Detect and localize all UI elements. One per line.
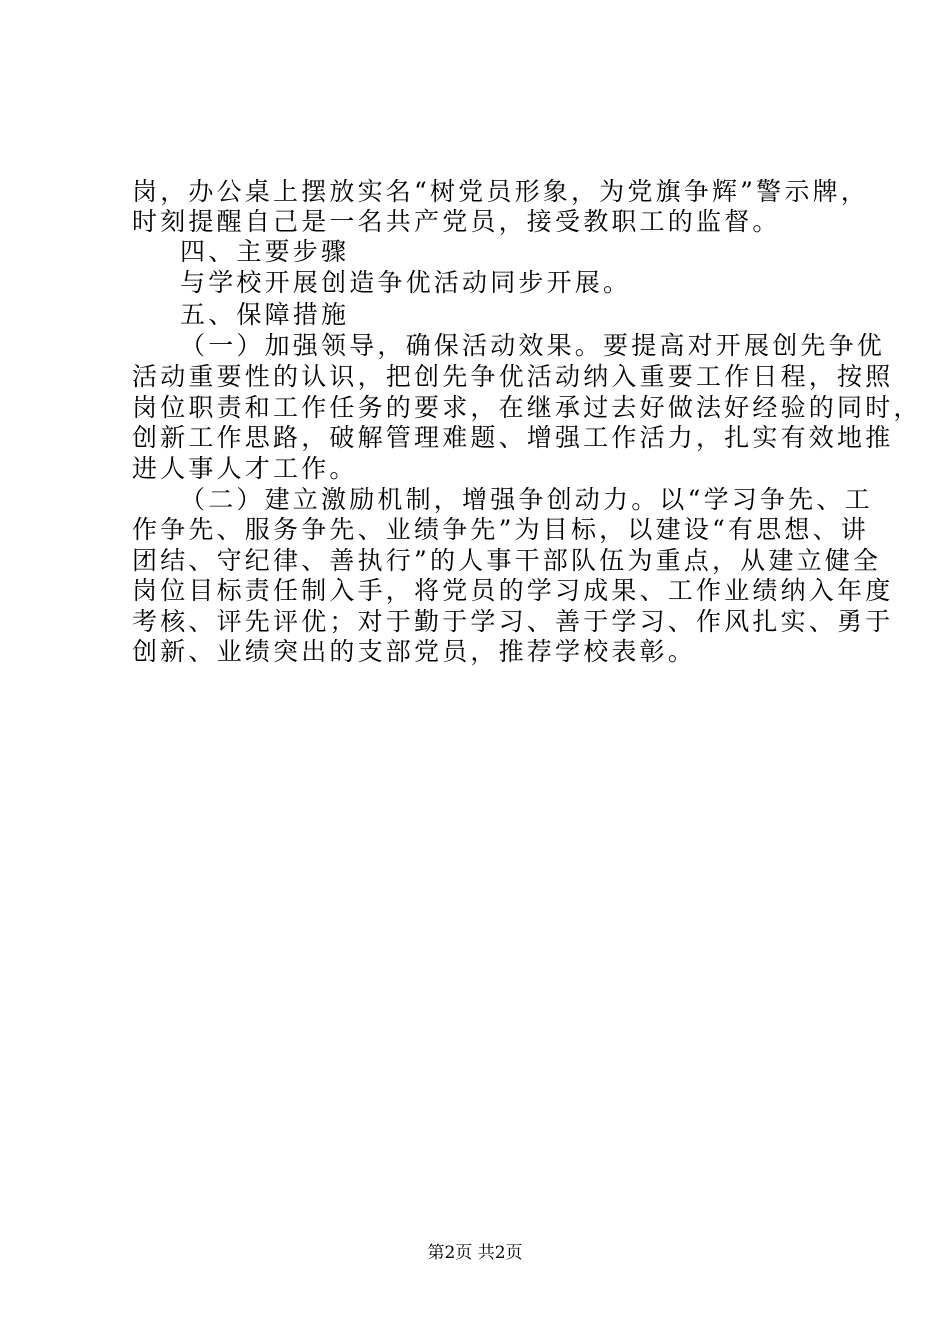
paragraph-line: 进人事人才工作。 bbox=[132, 454, 358, 483]
paragraph-line: 创新工作思路，破解管理难题、增强工作活力，扎实有效地推 bbox=[132, 423, 894, 452]
page-number-footer: 第2页 共2页 bbox=[427, 1243, 523, 1263]
paragraph-line: 岗，办公桌上摆放实名“树党员形象，为党旗争辉”警示牌， bbox=[132, 177, 869, 206]
paragraph-line: 活动重要性的认识，把创先争优活动纳入重要工作日程，按照 bbox=[132, 362, 894, 391]
paragraph-line: 与学校开展创造争优活动同步开展。 bbox=[180, 268, 632, 297]
section-heading-measures: 五、保障措施 bbox=[180, 300, 350, 329]
paragraph-line: 创新、业绩突出的支部党员，推荐学校表彰。 bbox=[132, 637, 697, 666]
paragraph-line: 团结、守纪律、善执行”的人事干部队伍为重点，从建立健全 bbox=[132, 546, 882, 575]
paragraph-line: 岗位目标责任制入手，将党员的学习成果、工作业绩纳入年度 bbox=[132, 576, 894, 605]
paragraph-line: 时刻提醒自己是一名共产党员，接受教职工的监督。 bbox=[132, 207, 781, 236]
paragraph-line: 岗位职责和工作任务的要求，在继承过去好做法好经验的同时， bbox=[132, 393, 922, 422]
paragraph-line: 考核、评先评优；对于勤于学习、善于学习、作风扎实、勇于 bbox=[132, 607, 894, 636]
paragraph-line: 作争先、服务争先、业绩争先”为目标，以建设“有思想、讲 bbox=[132, 515, 869, 544]
paragraph-line: （二）建立激励机制，增强争创动力。以“学习争先、工 bbox=[180, 485, 873, 514]
section-heading-steps: 四、主要步骤 bbox=[180, 237, 350, 266]
paragraph-line: （一）加强领导，确保活动效果。要提高对开展创先争优 bbox=[180, 331, 886, 360]
